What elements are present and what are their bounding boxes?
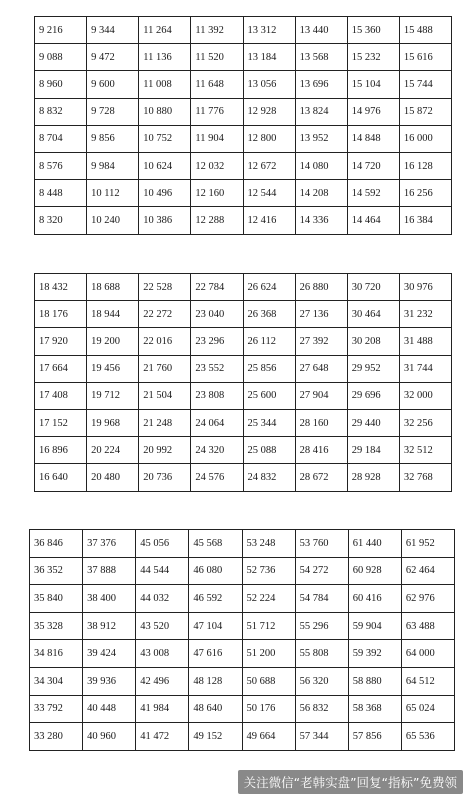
table-cell: 12 544 [243, 180, 295, 207]
table-cell: 62 464 [401, 557, 454, 585]
table-row [35, 355, 452, 382]
table-cell: 47 104 [189, 612, 242, 640]
table-row [35, 152, 452, 179]
table-cell: 37 888 [83, 557, 136, 585]
table-cell: 56 832 [295, 695, 348, 723]
table-cell: 58 368 [348, 695, 401, 723]
table-cell: 19 712 [87, 382, 139, 409]
table-row [35, 17, 452, 44]
table-cell: 17 408 [35, 382, 87, 409]
table-cell: 20 992 [139, 437, 191, 464]
table-cell: 12 800 [243, 125, 295, 152]
table-cell: 9 088 [35, 44, 87, 71]
table-cell: 17 152 [35, 409, 87, 436]
table-cell: 27 904 [295, 382, 347, 409]
table-cell: 59 392 [348, 640, 401, 668]
table-cell: 19 200 [87, 328, 139, 355]
table-cell: 8 448 [35, 180, 87, 207]
table-cell: 12 672 [243, 152, 295, 179]
table-cell: 12 032 [191, 152, 243, 179]
table-cell: 45 056 [136, 530, 189, 558]
table-cell: 48 640 [189, 695, 242, 723]
table-cell: 40 448 [83, 695, 136, 723]
table-cell: 12 288 [191, 207, 243, 234]
table-row [30, 667, 455, 695]
table-cell: 44 032 [136, 585, 189, 613]
table-cell: 22 528 [139, 274, 191, 301]
table-cell: 51 200 [242, 640, 295, 668]
table-cell: 16 384 [399, 207, 451, 234]
number-table-2 [34, 273, 452, 492]
table-cell: 20 736 [139, 464, 191, 491]
table-cell: 36 352 [30, 557, 83, 585]
table-cell: 12 160 [191, 180, 243, 207]
table-cell: 53 760 [295, 530, 348, 558]
table-cell: 24 064 [191, 409, 243, 436]
table-cell: 39 936 [83, 667, 136, 695]
table-row [30, 530, 455, 558]
table-cell: 62 976 [401, 585, 454, 613]
table-cell: 11 520 [191, 44, 243, 71]
table-cell: 16 640 [35, 464, 87, 491]
table-cell: 19 456 [87, 355, 139, 382]
table-cell: 28 160 [295, 409, 347, 436]
table-cell: 18 944 [87, 301, 139, 328]
table-cell: 45 568 [189, 530, 242, 558]
table-cell: 30 464 [347, 301, 399, 328]
table-cell: 13 952 [295, 125, 347, 152]
table-cell: 17 920 [35, 328, 87, 355]
table-cell: 8 320 [35, 207, 87, 234]
table-cell: 47 616 [189, 640, 242, 668]
table-cell: 15 104 [347, 71, 399, 98]
table-cell: 10 624 [139, 152, 191, 179]
table-cell: 26 624 [243, 274, 295, 301]
table-cell: 30 720 [347, 274, 399, 301]
table-cell: 13 184 [243, 44, 295, 71]
table-cell: 21 760 [139, 355, 191, 382]
table-cell: 10 496 [139, 180, 191, 207]
table-row [35, 207, 452, 234]
table-cell: 29 184 [347, 437, 399, 464]
table-cell: 8 960 [35, 71, 87, 98]
table-cell: 14 080 [295, 152, 347, 179]
table-cell: 61 440 [348, 530, 401, 558]
table-cell: 19 968 [87, 409, 139, 436]
table-cell: 11 264 [139, 17, 191, 44]
table-cell: 31 744 [399, 355, 451, 382]
table-cell: 9 728 [87, 98, 139, 125]
table-cell: 15 360 [347, 17, 399, 44]
table-cell: 35 328 [30, 612, 83, 640]
table-cell: 43 008 [136, 640, 189, 668]
table-cell: 49 664 [242, 723, 295, 751]
table-cell: 14 336 [295, 207, 347, 234]
table-cell: 23 296 [191, 328, 243, 355]
table-cell: 42 496 [136, 667, 189, 695]
table-cell: 52 224 [242, 585, 295, 613]
table-row [35, 301, 452, 328]
table-cell: 10 240 [87, 207, 139, 234]
table-cell: 8 704 [35, 125, 87, 152]
table-cell: 18 176 [35, 301, 87, 328]
table-cell: 30 208 [347, 328, 399, 355]
table-cell: 28 672 [295, 464, 347, 491]
table-cell: 25 856 [243, 355, 295, 382]
table-cell: 63 488 [401, 612, 454, 640]
table-cell: 44 544 [136, 557, 189, 585]
table-cell: 27 136 [295, 301, 347, 328]
table-cell: 32 256 [399, 409, 451, 436]
table-cell: 60 928 [348, 557, 401, 585]
table-cell: 28 416 [295, 437, 347, 464]
table-cell: 22 784 [191, 274, 243, 301]
table-cell: 46 080 [189, 557, 242, 585]
table-cell: 11 776 [191, 98, 243, 125]
table-cell: 11 904 [191, 125, 243, 152]
table-cell: 29 952 [347, 355, 399, 382]
table-cell: 13 696 [295, 71, 347, 98]
table-cell: 38 912 [83, 612, 136, 640]
table-cell: 26 880 [295, 274, 347, 301]
table-cell: 9 472 [87, 44, 139, 71]
table-cell: 38 400 [83, 585, 136, 613]
table-cell: 10 386 [139, 207, 191, 234]
table-cell: 13 568 [295, 44, 347, 71]
table-row [30, 557, 455, 585]
table-cell: 64 000 [401, 640, 454, 668]
table-cell: 21 504 [139, 382, 191, 409]
table-cell: 53 248 [242, 530, 295, 558]
table-cell: 23 552 [191, 355, 243, 382]
table-cell: 60 416 [348, 585, 401, 613]
watermark-banner: 关注微信“老韩实盘”回复“指标”免费领 [238, 770, 463, 794]
table-cell: 25 344 [243, 409, 295, 436]
table-cell: 9 984 [87, 152, 139, 179]
table-cell: 14 464 [347, 207, 399, 234]
table-cell: 37 376 [83, 530, 136, 558]
table-cell: 57 856 [348, 723, 401, 751]
table-cell: 8 576 [35, 152, 87, 179]
table-row [35, 274, 452, 301]
table-cell: 21 248 [139, 409, 191, 436]
table-cell: 13 824 [295, 98, 347, 125]
table-row [30, 640, 455, 668]
table-cell: 61 952 [401, 530, 454, 558]
table-cell: 23 808 [191, 382, 243, 409]
table-cell: 18 688 [87, 274, 139, 301]
table-cell: 9 856 [87, 125, 139, 152]
table-cell: 13 056 [243, 71, 295, 98]
table-row [35, 44, 452, 71]
table-row [35, 464, 452, 491]
table-cell: 33 792 [30, 695, 83, 723]
table-cell: 20 224 [87, 437, 139, 464]
table-cell: 11 136 [139, 44, 191, 71]
table-row [30, 585, 455, 613]
table-cell: 65 024 [401, 695, 454, 723]
table-cell: 15 616 [399, 44, 451, 71]
table-cell: 25 600 [243, 382, 295, 409]
table-cell: 16 000 [399, 125, 451, 152]
table-cell: 33 280 [30, 723, 83, 751]
table-cell: 56 320 [295, 667, 348, 695]
table-row [35, 328, 452, 355]
table-cell: 34 304 [30, 667, 83, 695]
table-cell: 11 008 [139, 71, 191, 98]
table-cell: 35 840 [30, 585, 83, 613]
table-cell: 46 592 [189, 585, 242, 613]
table-cell: 23 040 [191, 301, 243, 328]
table-cell: 14 208 [295, 180, 347, 207]
table-cell: 51 712 [242, 612, 295, 640]
table-cell: 30 976 [399, 274, 451, 301]
table-cell: 10 880 [139, 98, 191, 125]
table-cell: 50 176 [242, 695, 295, 723]
table-cell: 58 880 [348, 667, 401, 695]
table-cell: 27 392 [295, 328, 347, 355]
table-row [35, 382, 452, 409]
table-cell: 24 320 [191, 437, 243, 464]
table-cell: 26 112 [243, 328, 295, 355]
number-table-1 [34, 16, 452, 235]
table-cell: 16 128 [399, 152, 451, 179]
table-cell: 12 416 [243, 207, 295, 234]
table-cell: 39 424 [83, 640, 136, 668]
table-cell: 16 896 [35, 437, 87, 464]
table-cell: 55 296 [295, 612, 348, 640]
table-cell: 65 536 [401, 723, 454, 751]
table-cell: 32 512 [399, 437, 451, 464]
table-cell: 24 832 [243, 464, 295, 491]
table-cell: 50 688 [242, 667, 295, 695]
table-cell: 41 472 [136, 723, 189, 751]
table-row [35, 125, 452, 152]
table-cell: 59 904 [348, 612, 401, 640]
table-cell: 16 256 [399, 180, 451, 207]
table-cell: 29 696 [347, 382, 399, 409]
table-cell: 9 344 [87, 17, 139, 44]
table-cell: 41 984 [136, 695, 189, 723]
table-cell: 27 648 [295, 355, 347, 382]
table-cell: 10 112 [87, 180, 139, 207]
table-cell: 26 368 [243, 301, 295, 328]
table-cell: 14 976 [347, 98, 399, 125]
table-cell: 52 736 [242, 557, 295, 585]
table-cell: 20 480 [87, 464, 139, 491]
table-cell: 48 128 [189, 667, 242, 695]
table-cell: 31 232 [399, 301, 451, 328]
table-cell: 64 512 [401, 667, 454, 695]
table-row [35, 409, 452, 436]
table-cell: 57 344 [295, 723, 348, 751]
table-cell: 15 872 [399, 98, 451, 125]
table-cell: 40 960 [83, 723, 136, 751]
table-cell: 13 312 [243, 17, 295, 44]
table-cell: 43 520 [136, 612, 189, 640]
table-row [30, 723, 455, 751]
table-row [35, 71, 452, 98]
table-cell: 18 432 [35, 274, 87, 301]
table-cell: 24 576 [191, 464, 243, 491]
table-cell: 32 000 [399, 382, 451, 409]
table-cell: 14 848 [347, 125, 399, 152]
table-cell: 29 440 [347, 409, 399, 436]
number-table-3 [29, 529, 455, 751]
table-cell: 49 152 [189, 723, 242, 751]
table-row [35, 180, 452, 207]
table-cell: 12 928 [243, 98, 295, 125]
table-cell: 11 648 [191, 71, 243, 98]
table-cell: 25 088 [243, 437, 295, 464]
table-cell: 14 720 [347, 152, 399, 179]
table-cell: 32 768 [399, 464, 451, 491]
table-cell: 9 600 [87, 71, 139, 98]
table-cell: 13 440 [295, 17, 347, 44]
table-cell: 54 784 [295, 585, 348, 613]
table-row [30, 695, 455, 723]
table-cell: 36 846 [30, 530, 83, 558]
table-cell: 22 016 [139, 328, 191, 355]
table-cell: 15 744 [399, 71, 451, 98]
table-cell: 54 272 [295, 557, 348, 585]
table-cell: 11 392 [191, 17, 243, 44]
table-row [30, 612, 455, 640]
table-cell: 17 664 [35, 355, 87, 382]
table-cell: 31 488 [399, 328, 451, 355]
table-cell: 15 232 [347, 44, 399, 71]
table-cell: 34 816 [30, 640, 83, 668]
table-row [35, 98, 452, 125]
table-cell: 15 488 [399, 17, 451, 44]
table-row [35, 437, 452, 464]
table-cell: 14 592 [347, 180, 399, 207]
table-cell: 22 272 [139, 301, 191, 328]
table-cell: 8 832 [35, 98, 87, 125]
table-cell: 9 216 [35, 17, 87, 44]
table-cell: 28 928 [347, 464, 399, 491]
table-cell: 55 808 [295, 640, 348, 668]
table-cell: 10 752 [139, 125, 191, 152]
